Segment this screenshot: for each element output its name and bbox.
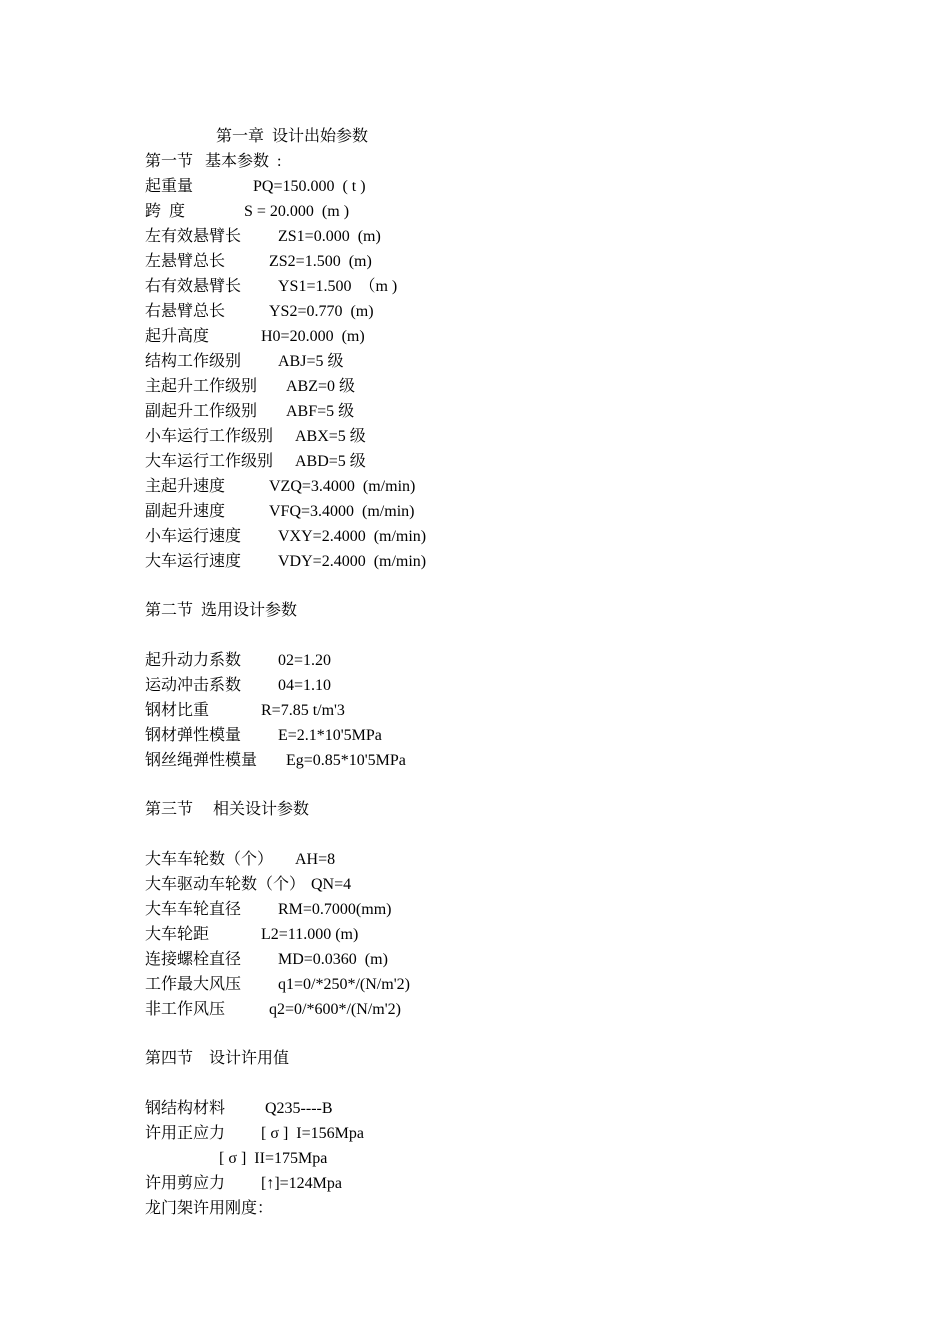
param-value: 04=1.10	[278, 677, 332, 694]
param-row	[145, 723, 382, 748]
param-label: 起重量	[145, 178, 194, 195]
param-label: 大车驱动车轮数（个）	[145, 876, 306, 893]
param-row	[145, 449, 366, 474]
param-label: 钢丝绳弹性模量	[145, 752, 258, 769]
param-row	[145, 199, 350, 224]
param-value: E=2.1*10'5MPa	[278, 727, 382, 744]
section-heading: 第一节 基本参数 :	[145, 153, 282, 170]
param-value: VXY=2.4000 (m/min)	[278, 528, 427, 545]
param-row	[145, 374, 356, 399]
param-row	[145, 524, 427, 549]
param-label: 钢结构材料	[145, 1100, 226, 1117]
param-value: ABJ=5 级	[278, 353, 344, 370]
param-value: L2=11.000 (m)	[261, 926, 359, 943]
param-label: 起升动力系数	[145, 652, 242, 669]
param-row	[145, 997, 401, 1022]
section-heading: 第四节 设计许用值	[145, 1050, 290, 1067]
param-label: 许用剪应力	[145, 1175, 226, 1192]
param-row	[145, 1171, 343, 1196]
param-value: PQ=150.000 ( t )	[253, 178, 366, 195]
param-value: RM=0.7000(mm)	[278, 901, 392, 918]
section-heading: 第三节 相关设计参数	[145, 801, 310, 818]
param-row	[145, 1196, 273, 1221]
param-label: 非工作风压	[145, 1001, 226, 1018]
param-row	[145, 847, 336, 872]
param-value: ZS1=0.000 (m)	[278, 228, 381, 245]
param-label: 起升高度	[145, 328, 210, 345]
param-row	[145, 249, 372, 274]
param-label: 副起升速度	[145, 503, 226, 520]
param-label: 大车运行速度	[145, 553, 242, 570]
param-label: 小车运行工作级别	[145, 428, 274, 445]
param-value: R=7.85 t/m'3	[261, 702, 345, 719]
param-label: 跨 度	[145, 203, 186, 220]
param-value: VZQ=3.4000 (m/min)	[269, 478, 416, 495]
param-value: YS2=0.770 (m)	[269, 303, 374, 320]
param-label: 小车运行速度	[145, 528, 242, 545]
param-value: YS1=1.500 （m )	[278, 278, 398, 295]
param-row	[145, 947, 388, 972]
param-row	[145, 324, 365, 349]
param-label: 左悬臂总长	[145, 253, 226, 270]
param-row	[145, 1121, 364, 1146]
param-row	[145, 424, 366, 449]
param-label: 工作最大风压	[145, 976, 242, 993]
param-row	[145, 349, 344, 374]
param-value: ABF=5 级	[286, 403, 355, 420]
param-label: 大车轮距	[145, 926, 210, 943]
param-value: [ σ ] I=156Mpa	[261, 1125, 364, 1142]
param-value: q1=0/*250*/(N/m'2)	[278, 976, 410, 993]
param-row	[145, 224, 381, 249]
param-label: 右悬臂总长	[145, 303, 226, 320]
param-label: 主起升速度	[145, 478, 226, 495]
param-value: Eg=0.85*10'5MPa	[286, 752, 406, 769]
param-value: QN=4	[311, 876, 352, 893]
param-row	[145, 174, 366, 199]
param-value: 02=1.20	[278, 652, 332, 669]
param-label: 连接螺栓直径	[145, 951, 242, 968]
param-value: ABD=5 级	[295, 453, 366, 470]
param-row	[145, 698, 345, 723]
param-label: 钢材比重	[145, 702, 210, 719]
param-value: S = 20.000 (m )	[244, 203, 350, 220]
param-label: 运动冲击系数	[145, 677, 242, 694]
param-row	[145, 872, 352, 897]
param-row	[145, 474, 416, 499]
param-label: 大车车轮数（个）	[145, 851, 274, 868]
param-value: H0=20.000 (m)	[261, 328, 365, 345]
param-row	[145, 748, 406, 773]
param-value: ABZ=0 级	[286, 378, 356, 395]
param-row	[145, 399, 355, 424]
param-label: 左有效悬臂长	[145, 228, 242, 245]
param-label: 右有效悬臂长	[145, 278, 242, 295]
param-row	[145, 648, 332, 673]
param-row	[145, 972, 410, 997]
param-value: ZS2=1.500 (m)	[269, 253, 372, 270]
param-value: VFQ=3.4000 (m/min)	[269, 503, 415, 520]
param-value: Q235----B	[265, 1100, 333, 1117]
param-value: [ σ ] II=175Mpa	[219, 1150, 328, 1167]
param-value: q2=0/*600*/(N/m'2)	[269, 1001, 401, 1018]
param-row	[145, 1096, 333, 1121]
param-row	[145, 897, 392, 922]
param-row	[145, 673, 332, 698]
param-row	[145, 274, 398, 299]
param-value: VDY=2.4000 (m/min)	[278, 553, 427, 570]
param-label: 许用正应力	[145, 1125, 226, 1142]
param-value: ABX=5 级	[295, 428, 366, 445]
param-value: [↑]=124Mpa	[261, 1175, 343, 1192]
param-row	[145, 549, 427, 574]
chapter-title: 第一章 设计出始参数	[216, 128, 369, 145]
param-label: 结构工作级别	[145, 353, 242, 370]
param-label: 大车运行工作级别	[145, 453, 274, 470]
param-label: 大车车轮直径	[145, 901, 242, 918]
param-label: 龙门架许用刚度：	[145, 1200, 274, 1217]
param-row	[145, 499, 415, 524]
section-heading: 第二节 选用设计参数	[145, 602, 298, 619]
param-value: MD=0.0360 (m)	[278, 951, 388, 968]
param-value: AH=8	[295, 851, 336, 868]
param-row	[145, 299, 374, 324]
param-label: 副起升工作级别	[145, 403, 258, 420]
param-row	[145, 922, 359, 947]
param-label: 钢材弹性模量	[145, 727, 242, 744]
param-label: 主起升工作级别	[145, 378, 258, 395]
